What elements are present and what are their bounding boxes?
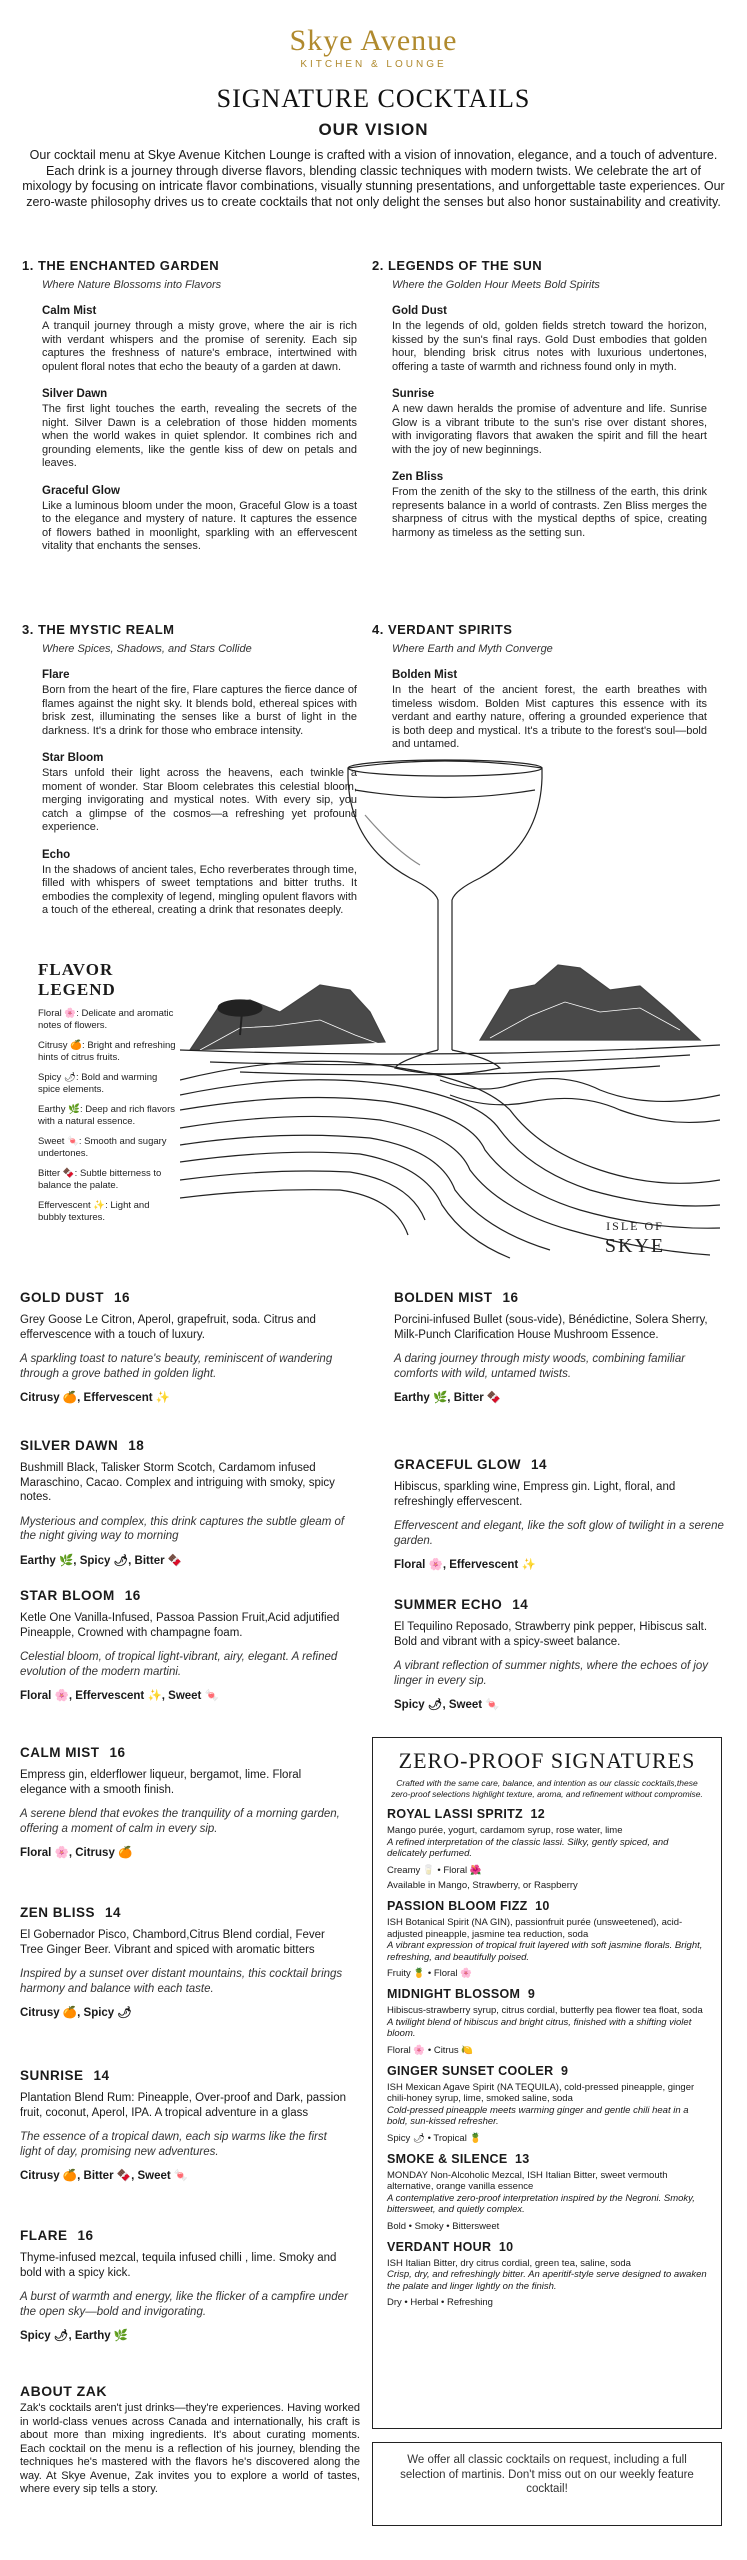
- drink-name: STAR BLOOM: [20, 1588, 115, 1603]
- list-item: [42, 388, 357, 471]
- drink-ingredients: Empress gin, elderflower liqueur, bergamot, lime. Floral elegance with a smooth finish.: [20, 1769, 302, 1796]
- candy-icon: 🍬: [67, 1136, 79, 1147]
- item-description: A new dawn heralds the promise of adventure and life. Sunrise Glow is a vibrant tribute to the sun's rise over distant shores, with invigorating flavors that awaken the spirit and fill the heart with the joy of new beginnings.: [392, 403, 707, 456]
- zero-proof-item: [387, 2152, 707, 2232]
- legend-desc: : Delicate and aromatic notes of flowers.: [38, 1008, 174, 1031]
- legend-row: [38, 1136, 178, 1160]
- zero-proof-note: A refined interpretation of the classic lassi. Silky, gently spiced, and delicately perfumed.: [387, 1836, 669, 1859]
- drink-price: 14: [105, 1905, 122, 1920]
- drink-title: [394, 1597, 724, 1612]
- isle-of-skye-illustration: [180, 750, 720, 1260]
- item-name: Calm Mist: [42, 305, 97, 317]
- drink-flare: [20, 2228, 350, 2342]
- legend-row: [38, 1008, 178, 1032]
- drink-price: 16: [114, 1290, 131, 1305]
- zero-proof-item: [387, 1987, 707, 2056]
- zero-proof-tags: Spicy 🌶 • Tropical 🍍: [387, 2132, 482, 2144]
- legend-label: Spicy: [38, 1072, 62, 1083]
- item-description: A tranquil journey through a misty grove, where the air is rich with verdant whispers and the promise of serenity. Each sip captures the freshness of nature's embrace, intertwined with opulent floral notes that echo the beauty of a garden at dawn.: [42, 320, 357, 373]
- page-title: SIGNATURE COCKTAILS: [216, 84, 531, 113]
- item-description: Like a luminous bloom under the moon, Graceful Glow is a toast to the elegance and mystery of nature. It captures the essence of flowers bathed in moonlight, sparkling with an effervescent vitality that enchants the senses.: [42, 499, 357, 552]
- section-title: 1. THE ENCHANTED GARDEN: [22, 258, 220, 273]
- drink-note: Celestial bloom, of tropical light-vibrant, airy, elegant. A refined evolution of the modern martini.: [20, 1651, 338, 1678]
- zero-proof-price: 12: [530, 1807, 546, 1821]
- drink-calm-mist: [20, 1745, 350, 1859]
- drink-tags: Spicy 🌶, Earthy 🌿: [20, 2330, 129, 2342]
- section-title: 2. LEGENDS OF THE SUN: [372, 258, 543, 273]
- legend-desc: : Light and bubbly textures.: [38, 1200, 150, 1223]
- drink-ingredients: Bushmill Black, Talisker Storm Scotch, Cardamom infused Maraschino, Cacao. Complex and intriguing with smoky, spicy notes.: [20, 1462, 335, 1503]
- zero-proof-title-row: [387, 1899, 707, 1913]
- drink-title: [20, 1438, 350, 1453]
- drink-title: [20, 2228, 350, 2243]
- drink-price: 14: [531, 1457, 548, 1472]
- drink-note: A daring journey through misty woods, combining familiar comforts with wild, untamed twists.: [394, 1353, 686, 1380]
- legend-title: FLAVOR LEGEND: [38, 960, 116, 999]
- zero-proof-title-row: [387, 1807, 707, 1821]
- about-text: Zak's cocktails aren't just drinks—they're experiences. Having worked in world-class venues across Canada and internationally, his craft is about more than mixing ingredients. It's about curating moments. Each cocktail on the menu is a reflection of his journey, blending the techniques he's mastered with the flavors he's discovered along the way. At Skye Avenue, Zak invites you to explore a world of tastes, where every sip tells a story.: [20, 2402, 360, 2495]
- drink-price: 16: [109, 1745, 126, 1760]
- about-title: ABOUT ZAK: [20, 2383, 107, 2399]
- zero-proof-name: VERDANT HOUR: [387, 2239, 492, 2254]
- drink-ingredients: Hibiscus, sparkling wine, Empress gin. Light, floral, and refreshingly effervescent.: [394, 1481, 676, 1508]
- drink-tags: Citrusy 🍊, Effervescent ✨: [20, 1392, 171, 1404]
- zero-proof-price: 10: [535, 1899, 550, 1913]
- zero-proof-note: Crisp, dry, and refreshingly bitter. An aperitif-style serve designed to awaken the palate and linger lightly on the finish.: [387, 2269, 707, 2292]
- legend-row: [38, 1168, 178, 1192]
- drink-note: The essence of a tropical dawn, each sip warms like the first light of day, promising new adventures.: [20, 2131, 327, 2158]
- item-name: Gold Dust: [392, 305, 447, 317]
- section-subtitle: Where Spices, Shadows, and Stars Collide: [42, 643, 252, 655]
- list-item: [392, 669, 707, 752]
- section-subtitle: Where the Golden Hour Meets Bold Spirits: [392, 279, 600, 291]
- drink-price: 14: [93, 2068, 110, 2083]
- legend-label: Floral: [38, 1008, 62, 1019]
- drink-note: Inspired by a sunset over distant mountains, this cocktail brings harmony and balance with each taste.: [20, 1968, 343, 1995]
- art-caption-line2: SKYE: [604, 1235, 666, 1257]
- item-description: Born from the heart of the fire, Flare captures the fierce dance of flames against the night sky. It blends bold, ethereal spices with brisk zest, illuminating the senses like a burst of light in the darkness. It's a drink for those who embrace intensity.: [42, 684, 357, 737]
- item-description: Stars unfold their light across the heavens, each twinkle a moment of wonder. Star Bloom celebrates this celestial bloom, merging invigorating and mystical notes. With every sip, you catch a glimpse of the cosmos—a refreshing yet profound experience.: [42, 767, 357, 833]
- zero-proof-note: A vibrant expression of tropical fruit layered with soft jasmine florals. Bright, refreshing, and beautifully poised.: [387, 1940, 703, 1963]
- legend-label: Bitter: [38, 1168, 61, 1179]
- zero-proof-name: PASSION BLOOM FIZZ: [387, 1899, 528, 1913]
- drink-ingredients: Ketle One Vanilla-Infused, Passoa Passion Fruit,Acid adjutified Pineapple, Crowned with champagne foam.: [20, 1612, 340, 1639]
- brand-subtitle: KITCHEN & LOUNGE: [300, 59, 447, 70]
- drink-name: BOLDEN MIST: [394, 1290, 493, 1305]
- zero-proof-name: ROYAL LASSI SPRITZ: [387, 1807, 523, 1821]
- vision-text: Our cocktail menu at Skye Avenue Kitchen Lounge is crafted with a vision of innovation, elegance, and a touch of adventure. Each drink is a journey through diverse flavors, blending classic techniques with modern twists. We celebrate the art of mixology by focusing on intricate flavor combinations, visually stunning presentations, and unforgettable taste experiences. Our zero-waste philosophy drives us to create cocktails that not only delight the senses but also honor sustainability and creativity.: [22, 148, 725, 209]
- drink-tags: Spicy 🌶, Sweet 🍬: [394, 1699, 500, 1711]
- list-item: [42, 305, 357, 374]
- drink-note: A sparkling toast to nature's beauty, reminiscent of wandering through a grove bathed in golden light.: [20, 1353, 333, 1380]
- drink-title: [20, 1588, 350, 1603]
- drink-ingredients: Porcini-infused Bullet (sous-vide), Bénédictine, Solera Sherry, Milk-Punch Clarification House Mushroom Essence.: [394, 1314, 708, 1341]
- drink-note: Effervescent and elegant, like the soft glow of twilight in a serene garden.: [394, 1520, 724, 1547]
- legend-label: Citrusy: [38, 1040, 68, 1051]
- drink-tags: Earthy 🌿, Spicy 🌶, Bitter 🍫: [20, 1554, 183, 1567]
- zero-proof-item: [387, 2064, 707, 2144]
- drink-sunrise: [20, 2068, 350, 2182]
- drink-name: ZEN BLISS: [20, 1905, 96, 1920]
- zero-proof-title-row: [387, 2240, 707, 2254]
- drink-name: GOLD DUST: [20, 1290, 104, 1305]
- brand-name: Skye Avenue: [289, 24, 458, 57]
- citrus-icon: 🍊: [70, 1040, 83, 1051]
- item-description: In the legends of old, golden fields stretch toward the horizon, kissed by the sun's final rays. Gold Dust embodies that golden hour, blending brisk citrus notes with luxurious undertones, offering a taste of warmth and richness found only in myth.: [392, 320, 707, 373]
- legend-label: Sweet: [38, 1136, 65, 1147]
- flavor-legend: [38, 960, 178, 1224]
- chocolate-icon: 🍫: [62, 1168, 75, 1179]
- zero-proof-tags: Floral 🌸 • Citrus 🍋: [387, 2044, 474, 2056]
- zero-proof-item: [387, 2240, 707, 2309]
- drink-tags: Floral 🌸, Effervescent ✨, Sweet 🍬: [20, 1690, 219, 1702]
- zero-proof-price: 9: [527, 1987, 536, 2001]
- zero-proof-note: A contemplative zero-proof interpretation inspired by the Negroni. Smoky, bittersweet, and quietly complex.: [387, 2192, 695, 2215]
- drink-price: 16: [502, 1290, 519, 1305]
- drink-name: FLARE: [20, 2228, 68, 2243]
- item-name: Zen Bliss: [392, 471, 444, 483]
- drink-star-bloom: [20, 1588, 350, 1702]
- drink-name: CALM MIST: [20, 1745, 100, 1760]
- zero-proof-availability: Available in Mango, Strawberry, or Raspberry: [387, 1879, 578, 1891]
- drink-gold-dust: [20, 1290, 350, 1404]
- legend-desc: : Bright and refreshing hints of citrus fruits.: [38, 1040, 176, 1063]
- item-name: Bolden Mist: [392, 669, 458, 681]
- zero-proof-ingredients: ISH Italian Bitter, dry citrus cordial, green tea, saline, soda: [387, 2257, 631, 2269]
- zero-proof-title-row: [387, 2064, 707, 2078]
- drink-name: SILVER DAWN: [20, 1438, 119, 1453]
- list-item: [392, 471, 707, 540]
- legend-label: Earthy: [38, 1104, 66, 1115]
- item-description: The first light touches the earth, revealing the secrets of the night. Silver Dawn is a celebration of those hidden moments when the world wakes in quiet splendor. It combines rich and grounding elements, like the gentle kiss of dew on petals and leaves.: [42, 403, 357, 469]
- zero-proof-ingredients: ISH Mexican Agave Spirit (NA TEQUILA), cold-pressed pineapple, ginger chili-honey syrup, lime, smoked saline, soda: [387, 2081, 695, 2104]
- drink-note: Mysterious and complex, this drink captures the subtle gleam of the night giving way to morning: [20, 1515, 345, 1542]
- item-name: Star Bloom: [42, 752, 104, 764]
- drink-tags: Earthy 🌿, Bitter 🍫: [394, 1392, 502, 1404]
- zero-proof-ingredients: MONDAY Non-Alcoholic Mezcal, ISH Italian Bitter, sweet vermouth alternative, orange vanilla essence: [387, 2169, 668, 2192]
- zero-proof-section: [372, 1737, 722, 2429]
- section-title: 4. VERDANT SPIRITS: [372, 622, 513, 637]
- drink-name: SUNRISE: [20, 2068, 84, 2083]
- zero-proof-name: MIDNIGHT BLOSSOM: [387, 1987, 521, 2001]
- drink-title: [20, 1290, 350, 1305]
- legend-row: [38, 1200, 178, 1224]
- drink-ingredients: Plantation Blend Rum: Pineapple, Over-proof and Dark, passion fruit, coconut, Aperol, IPA. A tropical adventure in a glass: [20, 2092, 347, 2119]
- legend-row: [38, 1104, 178, 1128]
- about-section: [20, 2383, 360, 2497]
- zero-proof-ingredients: Mango purée, yogurt, cardamom syrup, rose water, lime: [387, 1825, 623, 1836]
- drink-tags: Citrusy 🍊, Spicy 🌶: [20, 2007, 133, 2019]
- zero-proof-tags: Dry • Herbal • Refreshing: [387, 2297, 493, 2308]
- legend-label: Effervescent: [38, 1200, 91, 1211]
- list-item: [392, 305, 707, 374]
- drink-name: SUMMER ECHO: [394, 1597, 503, 1612]
- legend-row: [38, 1072, 178, 1096]
- zero-proof-name: GINGER SUNSET COOLER: [387, 2063, 554, 2078]
- zero-proof-note: A twilight blend of hibiscus and bright citrus, finished with a shifting violet bloom.: [387, 2016, 692, 2039]
- zero-proof-tags: Creamy 🥛 • Floral 🌺: [387, 1864, 482, 1876]
- drink-price: 16: [77, 2228, 94, 2243]
- drink-title: [20, 1905, 350, 1920]
- drink-note: A burst of warmth and energy, like the flicker of a campfire under the open sky—bold and invigorating.: [20, 2291, 348, 2318]
- section-subtitle: Where Nature Blossoms into Flavors: [42, 279, 222, 291]
- item-name: Graceful Glow: [42, 484, 120, 497]
- sparkle-icon: ✨: [93, 1200, 106, 1211]
- drink-price: 14: [512, 1597, 529, 1612]
- zero-proof-title-row: [387, 1987, 707, 2001]
- zero-proof-price: 13: [515, 2151, 530, 2166]
- zero-proof-tags: Fruity 🍍 • Floral 🌸: [387, 1968, 473, 1979]
- zero-proof-ingredients: Hibiscus-strawberry syrup, citrus cordial, butterfly pea flower tea float, soda: [387, 2005, 703, 2016]
- drink-note: A serene blend that evokes the tranquility of a morning garden, offering a moment of calm in every sip.: [20, 1808, 340, 1835]
- drink-zen-bliss: [20, 1905, 350, 2019]
- drink-ingredients: Thyme-infused mezcal, tequila infused chilli , lime. Smoky and bold with a spicy kick.: [20, 2252, 337, 2279]
- drink-note: A vibrant reflection of summer nights, where the echoes of joy linger in every sip.: [394, 1660, 709, 1687]
- item-description: In the heart of the ancient forest, the earth breathes with timeless wisdom. Bolden Mist captures this essence with its verdant and earthy nature, offering a grounded experience that is both deep and mystical. It's a tribute to the forest's soul—bold and untamed.: [392, 684, 707, 750]
- drink-price: 18: [128, 1438, 145, 1453]
- drink-title: [20, 1745, 350, 1760]
- zero-proof-item: [387, 1807, 707, 1891]
- list-item: [42, 669, 357, 738]
- item-name: Flare: [42, 669, 70, 681]
- zero-proof-price: 9: [560, 2063, 569, 2078]
- item-name: Echo: [42, 848, 71, 861]
- classics-note: We offer all classic cocktails on request, including a full selection of martinis. Don't miss out on our weekly feature cocktail!: [372, 2442, 722, 2526]
- drink-ingredients: El Tequilino Reposado, Strawberry pink pepper, Hibiscus salt. Bold and vibrant with a spicy-sweet balance.: [394, 1621, 708, 1648]
- zero-proof-price: 10: [498, 2239, 514, 2254]
- drink-tags: Floral 🌸, Citrusy 🍊: [20, 1847, 133, 1859]
- section-enchanted-garden: [22, 258, 357, 554]
- list-item: [392, 388, 707, 457]
- drink-bolden-mist: [394, 1290, 724, 1404]
- art-caption-line1: ISLE OF: [606, 1219, 664, 1233]
- drink-title: [394, 1290, 724, 1305]
- drink-price: 16: [124, 1588, 141, 1603]
- legend-row: [38, 1040, 178, 1064]
- drink-summer-echo: [394, 1597, 724, 1711]
- drink-name: GRACEFUL GLOW: [394, 1457, 521, 1472]
- drink-title: [394, 1457, 724, 1472]
- zero-proof-title: ZERO-PROOF SIGNATURES: [398, 1748, 696, 1773]
- legend-desc: : Bold and warming spice elements.: [38, 1072, 158, 1095]
- drink-tags: Floral 🌸, Effervescent ✨: [394, 1559, 536, 1571]
- zero-proof-title-row: [387, 2152, 707, 2166]
- drink-tags: Citrusy 🍊, Bitter 🍫, Sweet 🍬: [20, 2170, 189, 2182]
- section-verdant-spirits: [372, 622, 707, 752]
- section-legends-of-the-sun: [372, 258, 707, 540]
- zero-proof-ingredients: ISH Botanical Spirit (NA GIN), passionfruit purée (unsweetened), acid-adjusted pineapple, jasmine tea reduction, soda: [387, 1917, 683, 1940]
- legend-desc: : Smooth and sugary undertones.: [38, 1136, 167, 1159]
- herb-icon: 🌿: [68, 1104, 80, 1115]
- zero-proof-subtitle: Crafted with the same care, balance, and intention as our classic cocktails,these zero-proof selections highlight texture, aroma, and refinement without compromise.: [391, 1778, 703, 1799]
- zero-proof-name: SMOKE & SILENCE: [387, 2151, 508, 2166]
- drink-silver-dawn: [20, 1438, 350, 1567]
- item-name: Sunrise: [392, 388, 435, 400]
- section-title: 3. THE MYSTIC REALM: [22, 622, 175, 637]
- section-subtitle: Where Earth and Myth Converge: [392, 643, 553, 655]
- item-description: In the shadows of ancient tales, Echo reverberates through time, filled with whispers of sweet temptations and bitter truths. It embodies the complexity of legend, mingling opulent flavors with a touch of the ethereal, creating a drink that resonates deeply.: [42, 863, 357, 916]
- floral-icon: 🌸: [64, 1008, 77, 1019]
- legend-desc: : Deep and rich flavors with a natural essence.: [38, 1104, 175, 1127]
- header: [0, 0, 747, 140]
- chili-icon: 🌶: [63, 1072, 76, 1083]
- legend-desc: : Subtle bitterness to balance the palate.: [38, 1168, 162, 1191]
- item-name: Silver Dawn: [42, 388, 108, 400]
- list-item: [42, 485, 357, 554]
- item-description: From the zenith of the sky to the stillness of the earth, this drink represents balance in a world of contrasts. Zen Bliss merges the sharpness of citrus with the mystical depths of spice, creating harmony as timeless as the setting sun.: [392, 486, 707, 539]
- zero-proof-note: Cold-pressed pineapple meets warming ginger and gentle chili heat in a bold, sun-kissed refresher.: [387, 2104, 689, 2127]
- drink-ingredients: El Gobernador Pisco, Chambord,Citrus Blend cordial, Fever Tree Ginger Beer. Vibrant and spiced with aromatic bitters: [20, 1929, 325, 1956]
- drink-ingredients: Grey Goose Le Citron, Aperol, grapefruit, soda. Citrus and effervescence with a touch of luxury.: [20, 1314, 316, 1341]
- drink-graceful-glow: [394, 1457, 724, 1571]
- zero-proof-tags: Bold • Smoky • Bittersweet: [387, 2220, 500, 2232]
- zero-proof-item: [387, 1899, 707, 1979]
- vision-heading: OUR VISION: [318, 120, 429, 139]
- drink-title: [20, 2068, 350, 2083]
